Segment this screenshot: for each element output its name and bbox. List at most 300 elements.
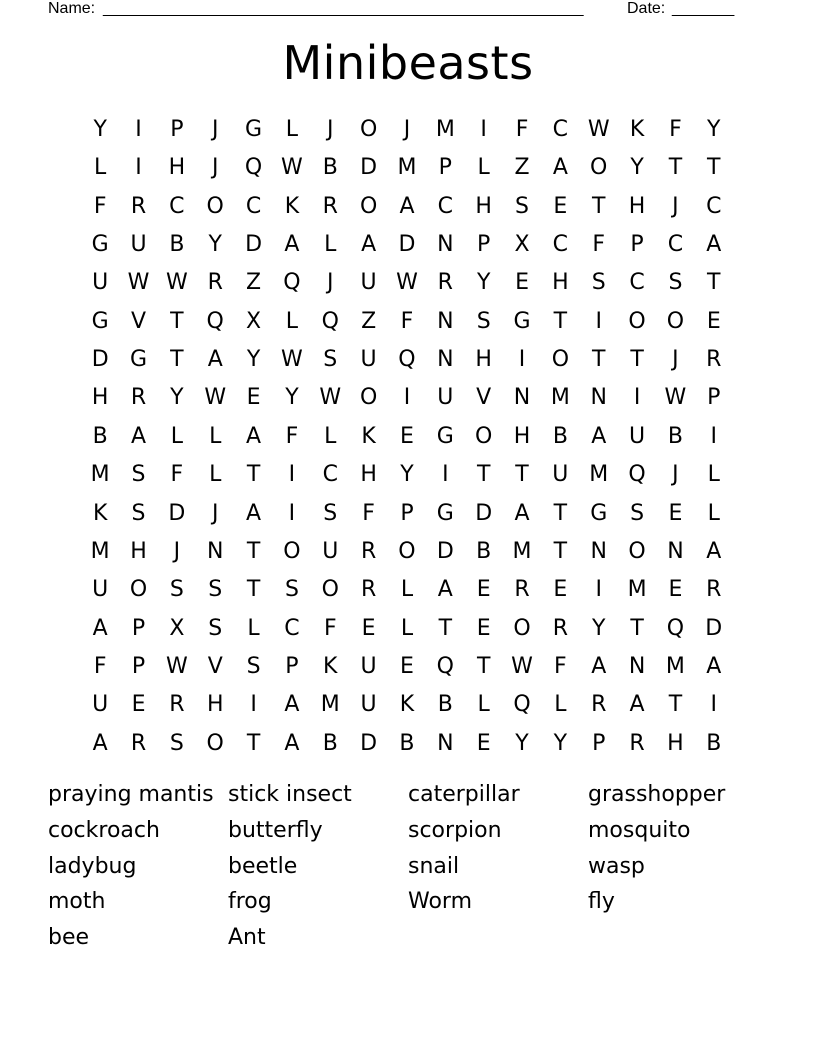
grid-cell: A — [514, 500, 530, 526]
grid-cell: L — [477, 692, 490, 718]
grid-cell: O — [206, 193, 224, 219]
grid-cell: Q — [321, 308, 339, 334]
word-list-item: bee — [48, 925, 90, 951]
grid-cell: B — [437, 692, 453, 718]
grid-cell: U — [629, 423, 646, 449]
grid-cell: I — [403, 385, 411, 411]
grid-cell: N — [437, 730, 454, 756]
grid-cell: T — [553, 308, 568, 334]
grid-cell: I — [595, 577, 602, 603]
grid-cell: L — [477, 155, 490, 181]
grid-cell: B — [476, 538, 492, 564]
grid-cell: O — [206, 730, 224, 756]
grid-cell: E — [131, 692, 146, 718]
grid-cell: O — [129, 577, 148, 603]
grid-cell: L — [554, 692, 567, 718]
grid-cell: B — [322, 730, 338, 756]
grid-row — [81, 226, 733, 264]
grid-cell: N — [590, 538, 607, 564]
grid-cell: A — [706, 653, 722, 679]
grid-row — [81, 264, 733, 302]
grid-row — [81, 418, 733, 456]
grid-cell: W — [281, 155, 303, 181]
grid-cell: W — [127, 270, 150, 296]
grid-cell: Y — [707, 117, 721, 142]
grid-cell: F — [400, 308, 414, 334]
grid-cell: P — [285, 653, 299, 679]
word-list-item: praying mantis — [48, 782, 214, 807]
grid-cell: T — [591, 347, 606, 373]
grid-cell: Y — [400, 462, 414, 488]
grid-cell: J — [173, 538, 181, 564]
grid-cell: G — [513, 308, 531, 334]
word-list-item: frog — [228, 889, 272, 915]
grid-cell: Y — [208, 232, 222, 258]
grid-cell: A — [591, 653, 607, 679]
grid-cell: A — [706, 538, 722, 564]
grid-cell: Y — [515, 730, 529, 756]
grid-cell: Y — [630, 155, 644, 181]
grid-cell: K — [323, 653, 338, 679]
grid-cell: P — [592, 730, 606, 756]
grid-cell: R — [360, 538, 377, 564]
grid-cell: O — [359, 193, 378, 219]
date-label: Date: — [627, 0, 666, 17]
grid-cell: T — [246, 577, 261, 603]
grid-cell: H — [475, 347, 492, 373]
grid-cell: R — [169, 692, 185, 718]
grid-cell: R — [207, 270, 223, 296]
grid-cell: O — [590, 155, 608, 181]
grid-cell: Y — [170, 385, 184, 411]
grid-cell: Q — [398, 347, 416, 373]
grid-cell: L — [707, 500, 720, 526]
grid-cell: S — [591, 270, 606, 296]
grid-cell: F — [323, 615, 337, 641]
grid-cell: Y — [591, 615, 606, 641]
word-list-item: wasp — [588, 853, 645, 879]
grid-cell: L — [170, 423, 183, 449]
grid-cell: E — [361, 615, 376, 641]
grid-cell: W — [204, 385, 227, 411]
grid-cell: I — [710, 692, 718, 718]
grid-row — [81, 610, 733, 648]
grid-cell: M — [512, 538, 532, 564]
grid-cell: F — [93, 193, 107, 219]
grid-cell: R — [130, 385, 147, 411]
grid-cell: I — [135, 117, 142, 142]
grid-cell: W — [511, 653, 533, 679]
grid-cell: S — [169, 577, 184, 603]
letter-grid — [81, 111, 733, 763]
grid-cell: P — [170, 117, 184, 142]
grid-cell: U — [322, 538, 339, 564]
grid-cell: P — [477, 232, 491, 258]
grid-row — [81, 188, 733, 226]
grid-cell: J — [211, 117, 219, 142]
grid-cell: U — [552, 462, 569, 488]
grid-cell: S — [668, 270, 683, 296]
grid-cell: N — [206, 538, 224, 564]
word-list-item: butterfly — [228, 817, 323, 843]
grid-cell: I — [250, 692, 257, 718]
grid-cell: B — [322, 155, 338, 181]
grid-cell: S — [208, 577, 223, 603]
grid-cell: B — [667, 423, 683, 449]
grid-cell: N — [437, 232, 454, 258]
grid-cell: D — [436, 538, 454, 564]
grid-cell: W — [587, 117, 610, 142]
grid-cell: Q — [666, 615, 685, 641]
grid-cell: L — [324, 423, 337, 449]
grid-cell: G — [91, 308, 109, 334]
grid-cell: U — [360, 653, 377, 679]
grid-cell: M — [550, 385, 570, 411]
grid-row — [81, 533, 733, 571]
grid-cell: I — [480, 117, 487, 142]
grid-cell: O — [398, 538, 416, 564]
grid-cell: M — [435, 117, 455, 142]
grid-row — [81, 456, 733, 494]
grid-cell: O — [628, 538, 646, 564]
grid-cell: A — [207, 347, 223, 373]
grid-row — [81, 303, 733, 341]
grid-cell: F — [592, 232, 606, 258]
grid-cell: T — [707, 155, 721, 181]
grid-cell: O — [628, 308, 646, 334]
grid-cell: L — [94, 155, 107, 181]
grid-cell: H — [552, 270, 569, 296]
grid-cell: U — [360, 692, 377, 718]
grid-cell: E — [400, 423, 414, 449]
grid-cell: N — [667, 538, 684, 564]
grid-cell: D — [91, 347, 109, 373]
grid-cell: M — [665, 653, 685, 679]
grid-cell: H — [360, 462, 377, 488]
grid-cell: P — [630, 232, 644, 258]
grid-cell: W — [165, 653, 188, 679]
grid-cell: S — [131, 500, 146, 526]
grid-cell: I — [710, 423, 718, 449]
grid-cell: X — [169, 615, 185, 641]
grid-cell: T — [553, 538, 568, 564]
grid-cell: Q — [436, 653, 454, 679]
grid-cell: R — [552, 615, 568, 641]
grid-cell: L — [400, 577, 414, 603]
grid-cell: T — [476, 462, 491, 488]
grid-cell: L — [247, 615, 260, 641]
grid-cell: E — [476, 730, 491, 756]
grid-cell: C — [667, 232, 684, 258]
grid-row — [81, 495, 733, 533]
grid-cell: T — [515, 462, 529, 488]
grid-cell: F — [93, 653, 107, 679]
grid-cell: H — [513, 423, 531, 449]
grid-cell: F — [515, 117, 529, 142]
grid-cell: S — [284, 577, 299, 603]
grid-cell: P — [438, 155, 452, 181]
grid-cell: V — [130, 308, 147, 334]
grid-cell: E — [668, 500, 683, 526]
grid-cell: E — [400, 653, 414, 679]
grid-row — [81, 341, 733, 379]
grid-cell: T — [630, 615, 644, 641]
grid-cell: A — [92, 615, 108, 641]
grid-cell: B — [706, 730, 722, 756]
grid-cell: L — [285, 117, 299, 142]
grid-cell: J — [211, 155, 219, 181]
grid-cell: T — [246, 730, 261, 756]
grid-cell: A — [629, 692, 645, 718]
grid-cell: C — [284, 615, 300, 641]
grid-cell: S — [476, 308, 491, 334]
word-list-item: cockroach — [48, 817, 160, 843]
grid-cell: T — [668, 692, 683, 718]
grid-cell: O — [513, 615, 531, 641]
grid-cell: Y — [285, 385, 299, 411]
name-label: Name: — [48, 0, 96, 17]
grid-cell: G — [91, 232, 109, 258]
grid-cell: W — [281, 347, 303, 373]
grid-cell: X — [246, 308, 262, 334]
grid-cell: C — [552, 117, 569, 142]
grid-cell: A — [361, 232, 377, 258]
grid-cell: T — [246, 462, 261, 488]
grid-cell: K — [284, 193, 300, 219]
word-list-item: stick insect — [228, 782, 352, 807]
grid-cell: Y — [246, 347, 261, 373]
grid-cell: P — [131, 615, 146, 641]
grid-cell: S — [169, 730, 184, 756]
grid-cell: G — [436, 423, 454, 449]
grid-cell: A — [246, 423, 262, 449]
date-blank-line: _______ — [672, 0, 735, 17]
grid-row — [81, 379, 733, 417]
grid-cell: S — [208, 615, 223, 641]
grid-cell: C — [245, 193, 262, 219]
grid-cell: R — [629, 730, 645, 756]
grid-cell: M — [320, 692, 340, 718]
grid-cell: L — [209, 423, 222, 449]
grid-cell: O — [666, 308, 685, 334]
grid-cell: J — [672, 462, 679, 488]
grid-cell: A — [246, 500, 262, 526]
grid-cell: Q — [283, 270, 301, 296]
grid-cell: C — [552, 232, 569, 258]
grid-cell: R — [360, 577, 377, 603]
grid-cell: N — [590, 385, 607, 411]
grid-cell: C — [629, 270, 645, 296]
grid-cell: I — [288, 500, 296, 526]
grid-cell: E — [246, 385, 261, 411]
grid-cell: R — [706, 347, 722, 373]
grid-cell: L — [707, 462, 720, 488]
word-list-item: snail — [408, 853, 460, 879]
grid-cell: P — [400, 500, 414, 526]
page-title: Minibeasts — [282, 36, 534, 90]
grid-cell: K — [92, 500, 108, 526]
grid-cell: G — [590, 500, 608, 526]
grid-cell: T — [170, 347, 184, 373]
grid-cell: I — [442, 462, 449, 488]
grid-cell: E — [553, 577, 568, 603]
grid-cell: K — [629, 117, 645, 142]
grid-cell: J — [672, 347, 679, 373]
grid-cell: H — [475, 193, 492, 219]
grid-cell: S — [131, 462, 146, 488]
grid-cell: R — [322, 193, 338, 219]
grid-cell: N — [513, 385, 531, 411]
grid-cell: F — [362, 500, 375, 526]
grid-cell: D — [398, 232, 416, 258]
grid-cell: F — [669, 117, 682, 142]
grid-cell: Q — [244, 155, 263, 181]
grid-cell: J — [403, 117, 411, 142]
grid-cell: Z — [361, 308, 377, 334]
grid-cell: R — [706, 577, 722, 603]
grid-cell: H — [130, 538, 147, 564]
grid-cell: P — [707, 385, 721, 411]
grid-cell: L — [285, 308, 299, 334]
grid-cell: T — [591, 193, 606, 219]
grid-cell: H — [206, 692, 224, 718]
grid-cell: E — [668, 577, 683, 603]
grid-cell: A — [284, 730, 300, 756]
grid-cell: U — [360, 270, 377, 296]
grid-cell: T — [707, 270, 721, 296]
grid-cell: T — [246, 538, 261, 564]
grid-cell: B — [552, 423, 568, 449]
grid-cell: B — [92, 423, 108, 449]
grid-row — [81, 571, 733, 609]
grid-cell: E — [553, 193, 568, 219]
word-list-item: scorpion — [408, 817, 502, 843]
grid-cell: X — [514, 232, 530, 258]
grid-cell: Z — [514, 155, 530, 181]
grid-cell: S — [515, 193, 529, 219]
grid-cell: Z — [246, 270, 262, 296]
grid-cell: A — [130, 423, 147, 449]
grid-cell: I — [288, 462, 296, 488]
grid-cell: A — [284, 692, 300, 718]
header-line — [48, 0, 748, 20]
grid-cell: W — [319, 385, 342, 411]
grid-cell: O — [283, 538, 301, 564]
grid-cell: Q — [206, 308, 224, 334]
grid-cell: M — [627, 577, 647, 603]
grid-cell: A — [591, 423, 607, 449]
grid-row — [81, 111, 733, 149]
grid-cell: T — [438, 615, 453, 641]
grid-cell: E — [476, 615, 491, 641]
grid-cell: A — [437, 577, 453, 603]
grid-cell: Q — [628, 462, 646, 488]
grid-cell: S — [630, 500, 645, 526]
grid-cell: F — [285, 423, 299, 449]
word-list-item: ladybug — [48, 853, 137, 879]
grid-cell: R — [130, 730, 147, 756]
grid-cell: N — [628, 653, 646, 679]
grid-cell: C — [437, 193, 453, 219]
grid-cell: H — [168, 155, 186, 181]
grid-cell: U — [437, 385, 454, 411]
grid-cell: J — [211, 500, 219, 526]
grid-cell: D — [360, 155, 378, 181]
grid-cell: A — [399, 193, 415, 219]
grid-cell: O — [359, 385, 378, 411]
word-list-item: Worm — [408, 889, 473, 915]
grid-cell: M — [90, 462, 110, 488]
word-list-item: beetle — [228, 853, 298, 879]
grid-cell: I — [595, 308, 602, 334]
grid-cell: U — [92, 577, 109, 603]
grid-cell: G — [436, 500, 454, 526]
grid-cell: J — [327, 117, 334, 142]
grid-cell: C — [169, 193, 185, 219]
grid-cell: A — [284, 232, 300, 258]
grid-cell: I — [518, 347, 526, 373]
name-blank-line: ______________________________________________________ — [103, 0, 584, 17]
grid-cell: D — [360, 730, 378, 756]
grid-cell: A — [552, 155, 568, 181]
grid-cell: M — [90, 538, 110, 564]
grid-cell: S — [323, 347, 338, 373]
word-list-item: moth — [48, 889, 106, 915]
grid-row — [81, 648, 733, 686]
grid-cell: U — [130, 232, 147, 258]
grid-cell: H — [628, 193, 646, 219]
grid-cell: R — [437, 270, 453, 296]
grid-row — [81, 725, 733, 763]
grid-cell: W — [165, 270, 188, 296]
grid-cell: L — [400, 615, 414, 641]
grid-cell: W — [396, 270, 418, 296]
grid-cell: D — [168, 500, 186, 526]
grid-cell: O — [475, 423, 493, 449]
grid-cell: E — [476, 577, 491, 603]
word-list-item: mosquito — [588, 817, 691, 843]
grid-cell: R — [130, 193, 147, 219]
grid-row — [81, 149, 733, 187]
word-list-item: caterpillar — [408, 782, 520, 807]
grid-cell: Y — [476, 270, 491, 296]
grid-cell: H — [91, 385, 109, 411]
word-list-item: Ant — [228, 925, 266, 951]
grid-row — [81, 686, 733, 724]
grid-cell: U — [92, 270, 109, 296]
grid-cell: K — [361, 423, 376, 449]
grid-cell: O — [551, 347, 570, 373]
grid-cell: T — [553, 500, 568, 526]
grid-cell: B — [169, 232, 185, 258]
grid-cell: M — [589, 462, 609, 488]
grid-cell: E — [515, 270, 529, 296]
grid-cell: W — [664, 385, 687, 411]
grid-cell: J — [327, 270, 334, 296]
grid-cell: J — [672, 193, 679, 219]
word-list-item: fly — [588, 889, 615, 915]
grid-cell: M — [397, 155, 417, 181]
grid-cell: F — [170, 462, 184, 488]
grid-cell: I — [633, 385, 641, 411]
grid-cell: D — [475, 500, 493, 526]
grid-cell: V — [207, 653, 223, 679]
grid-cell: U — [360, 347, 377, 373]
word-list-item: grasshopper — [588, 782, 726, 807]
grid-cell: E — [706, 308, 721, 334]
grid-cell: R — [514, 577, 530, 603]
grid-cell: Y — [553, 730, 568, 756]
